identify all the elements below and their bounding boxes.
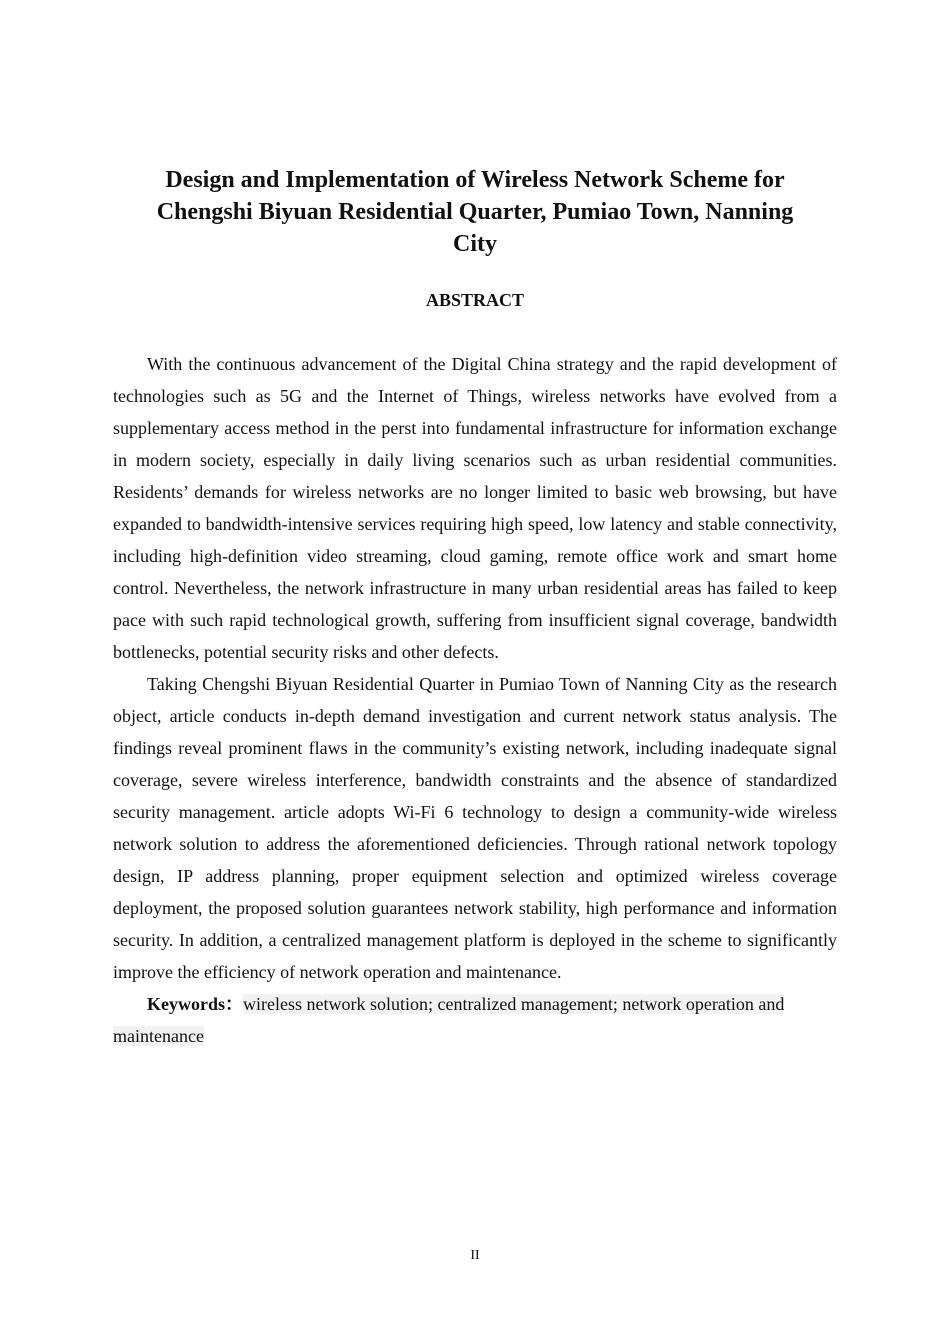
title-line-3: City: [453, 231, 497, 257]
document-title: [113, 164, 837, 260]
abstract-body: [113, 348, 837, 1052]
title-line-2: Chengshi Biyuan Residential Quarter, Pumiao Town, Nanning: [156, 199, 794, 225]
abstract-paragraph-2: Taking Chengshi Biyuan Residential Quarter in Pumiao Town of Nanning City as the research object, article conducts in-depth demand investigation and current network status analysis. The findings reveal prominent flaws in the community’s existing network, including inadequate signal coverage, severe wireless interference, bandwidth constraints and the absence of standardized security management. article adopts Wi-Fi 6 technology to design a community-wide wireless network solution to address the aforementioned deficiencies. Through rational network topology design, IP address planning, proper equipment selection and optimized wireless coverage deployment, the proposed solution guarantees network stability, high performance and information security. In addition, a centralized management platform is deployed in the scheme to significantly improve the efficiency of network operation and maintenance.: [113, 674, 837, 982]
title-line-1: Design and Implementation of Wireless Network Scheme for: [165, 167, 785, 193]
keywords-text: wireless network solution; centralized management; network operation and maintenance: [113, 994, 785, 1046]
keywords-label: Keywords：: [147, 994, 243, 1014]
page-number: II: [470, 1248, 480, 1263]
abstract-heading: ABSTRACT: [425, 290, 525, 310]
abstract-paragraph-1: With the continuous advancement of the Digital China strategy and the rapid development of technologies such as 5G and the Internet of Things, wireless networks have evolved from a supplementary access method in the perst into fundamental infrastructure for information exchange in modern society, especially in daily living scenarios such as urban residential communities. Residents’ demands for wireless networks are no longer limited to basic web browsing, but have expanded to bandwidth-intensive services requiring high speed, low latency and stable connectivity, including high-definition video streaming, cloud gaming, remote office work and smart home control. Nevertheless, the network infrastructure in many urban residential areas has failed to keep pace with such rapid technological growth, suffering from insufficient signal coverage, bandwidth bottlenecks, potential security risks and other defects.: [113, 354, 837, 662]
keywords-line: [113, 988, 837, 1052]
